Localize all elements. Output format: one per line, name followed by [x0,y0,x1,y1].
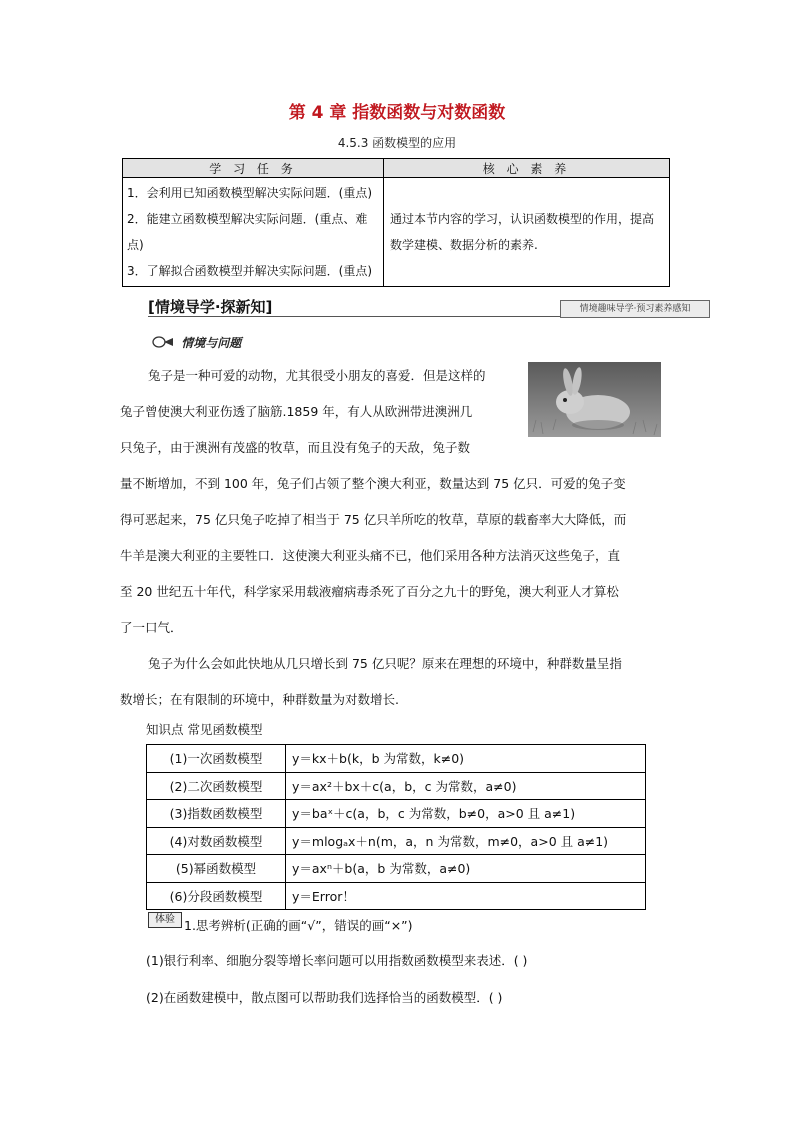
exercise-question: (1)银行利率、细胞分裂等增长率问题可以用指数函数模型来表述．( ) [146,953,528,968]
scenario-heading [152,334,241,351]
model-formula: y＝mlogₐx＋n(m，a，n 为常数，m≠0，a>0 且 a≠1) [286,827,646,855]
paragraph-line: 了一口气． [120,620,183,635]
table-row [147,745,646,773]
table-row [147,882,646,910]
model-name: (6)分段函数模型 [147,882,286,910]
function-model-table [146,744,646,910]
core-literacy: 通过本节内容的学习，认识函数模型的作用，提高数学建模、数据分析的素养. [384,178,670,287]
exercise-question: (2)在函数建模中，散点图可以帮助我们选择恰当的函数模型．( ) [146,990,503,1005]
learning-task-table [122,158,670,287]
model-formula: y＝ax²＋bx＋c(a，b，c 为常数，a≠0) [286,772,646,800]
paragraph-line: 牛羊是澳大利亚的主要牲口．这使澳大利亚头痛不已，他们采用各种方法消灭这些兔子，直 [120,548,621,563]
paragraph-line: 得可恶起来，75 亿只兔子吃掉了相当于 75 亿只羊所吃的牧草，草原的载畜率大大降低，而 [120,512,627,527]
table-row [147,800,646,828]
guide-title: [情境导学·探新知] [148,298,273,316]
model-name: (3)指数函数模型 [147,800,286,828]
exercise-intro: 1.思考辨析(正确的画“√”，错误的画“×”) [184,918,413,933]
paragraph-line: 兔子曾使澳大利亚伤透了脑筋.1859 年，有人从欧洲带进澳洲几 [120,404,473,419]
model-formula: y＝axⁿ＋b(a，b 为常数，a≠0) [286,855,646,883]
model-name: (5)幂函数模型 [147,855,286,883]
model-name: (2)二次函数模型 [147,772,286,800]
rabbit-photo [528,362,661,437]
table-row [147,855,646,883]
guide-tag: 情境趣味导学·预习素养感知 [560,300,710,318]
scenario-label: 情境与问题 [181,336,242,350]
table-row [147,772,646,800]
paragraph-line: 兔子是一种可爱的动物，尤其很受小朋友的喜爱．但是这样的 [148,368,486,383]
task-item: 3．了解拟合函数模型并解决实际问题．(重点) [127,264,372,278]
paragraph-line: 至 20 世纪五十年代，科学家采用载液瘤病毒杀死了百分之九十的野兔，澳大利亚人才算松 [120,584,619,599]
task-item: 2．能建立函数模型解决实际问题．(重点、难点) [127,212,368,252]
chapter-title: 第 4 章 指数函数与对数函数 [288,103,506,123]
exercise-badge: 体验 [148,912,182,928]
paragraph-line: 兔子为什么会如此快地从几只增长到 75 亿只呢？原来在理想的环境中，种群数量呈指 [148,656,622,671]
model-name: (4)对数函数模型 [147,827,286,855]
paragraph-line: 量不断增加，不到 100 年，兔子们占领了整个澳大利亚，数量达到 75 亿只．可爱的兔子变 [120,476,626,491]
section-title: 4.5.3 函数模型的应用 [337,136,457,150]
model-formula: y＝kx＋b(k，b 为常数，k≠0) [286,745,646,773]
task-item: 1．会利用已知函数模型解决实际问题．(重点) [127,186,372,200]
scenario-icon [152,336,174,351]
model-formula: y＝Error！ [286,882,646,910]
knowledge-point-heading: 知识点 常见函数模型 [146,722,263,737]
paragraph-line: 只兔子，由于澳洲有茂盛的牧草，而且没有兔子的天敌，兔子数 [120,440,471,455]
task-header: 学 习 任 务 [123,159,384,178]
model-formula: y＝baˣ＋c(a，b，c 为常数，b≠0，a>0 且 a≠1) [286,800,646,828]
paragraph-line: 数增长；在有限制的环境中，种群数量为对数增长. [120,692,399,707]
task-list [123,178,384,287]
core-header: 核 心 素 养 [384,159,670,178]
table-row [147,827,646,855]
model-name: (1)一次函数模型 [147,745,286,773]
